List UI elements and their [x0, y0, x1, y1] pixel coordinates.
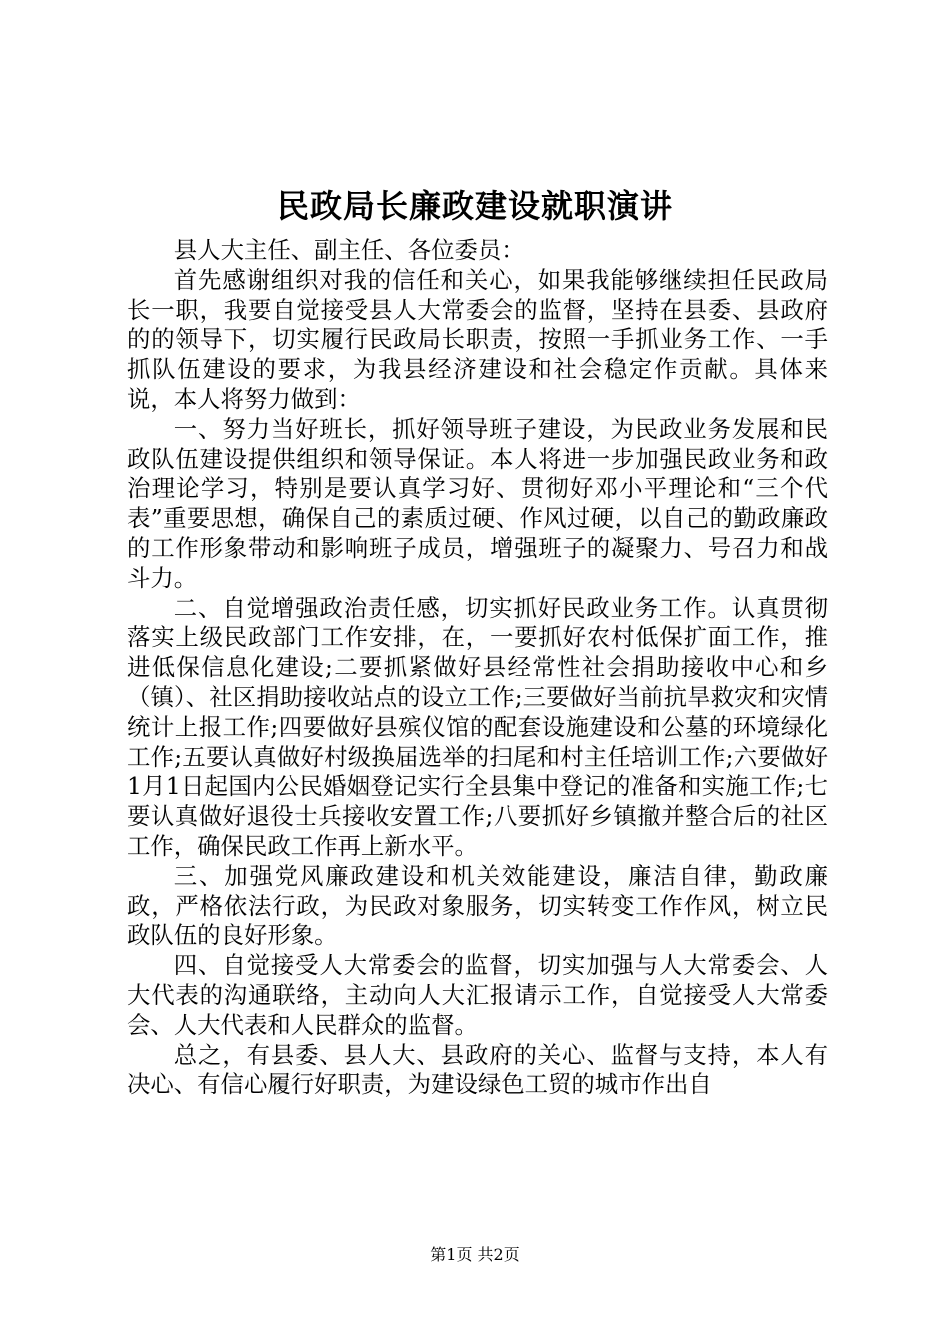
- paragraph-intro: 首先感谢组织对我的信任和关心，如果我能够继续担任民政局长一职，我要自觉接受县人大常委会的监督，坚持在县委、县政府的的领导下，切实履行民政局长职责，按照一手抓业务工作、一手抓队伍建设的要求，为我县经济建设和社会稳定作贡献。具体来说，本人将努力做到：: [127, 265, 828, 413]
- paragraph-point-2: 二、自觉增强政治责任感，切实抓好民政业务工作。认真贯彻落实上级民政部门工作安排，在，一要抓好农村低保扩面工作，推进低保信息化建设;二要抓紧做好县经常性社会捐助接收中心和乡（镇）、社区捐助接收站点的设立工作;三要做好当前抗旱救灾和灾情统计上报工作;四要做好县殡仪馆的配套设施建设和公墓的环境绿化工作;五要认真做好村级换届选举的扫尾和村主任培训工作;六要做好1月1日起国内公民婚姻登记实行全县集中登记的准备和实施工作;七要认真做好退役士兵接收安置工作;八要抓好乡镇撤并整合后的社区工作，确保民政工作再上新水平。: [127, 593, 828, 860]
- document-title: 民政局长廉政建设就职演讲: [276, 187, 673, 225]
- document-body: [127, 236, 828, 1100]
- paragraph-point-3: 三、加强党风廉政建设和机关效能建设，廉洁自律，勤政廉政，严格依法行政，为民政对象服务，切实转变工作作风，树立民政队伍的良好形象。: [127, 861, 828, 950]
- salutation: 县人大主任、副主任、各位委员：: [173, 236, 525, 264]
- paragraph-conclusion: 总之，有县委、县人大、县政府的关心、监督与支持，本人有决心、有信心履行好职责，为建设绿色工贸的城市作出自: [127, 1040, 828, 1099]
- paragraph-point-1: 一、努力当好班长，抓好领导班子建设，为民政业务发展和民政队伍建设提供组织和领导保证。本人将进一步加强民政业务和政治理论学习，特别是要认真学习好、贯彻好邓小平理论和“三个代表”重要思想，确保自己的素质过硬、作风过硬，以自己的勤政廉政的工作形象带动和影响班子成员，增强班子的凝聚力、号召力和战斗力。: [127, 414, 828, 592]
- page-indicator: 第1页 共2页: [430, 1245, 520, 1264]
- paragraph-point-4: 四、自觉接受人大常委会的监督，切实加强与人大常委会、人大代表的沟通联络，主动向人大汇报请示工作，自觉接受人大常委会、人大代表和人民群众的监督。: [127, 951, 828, 1039]
